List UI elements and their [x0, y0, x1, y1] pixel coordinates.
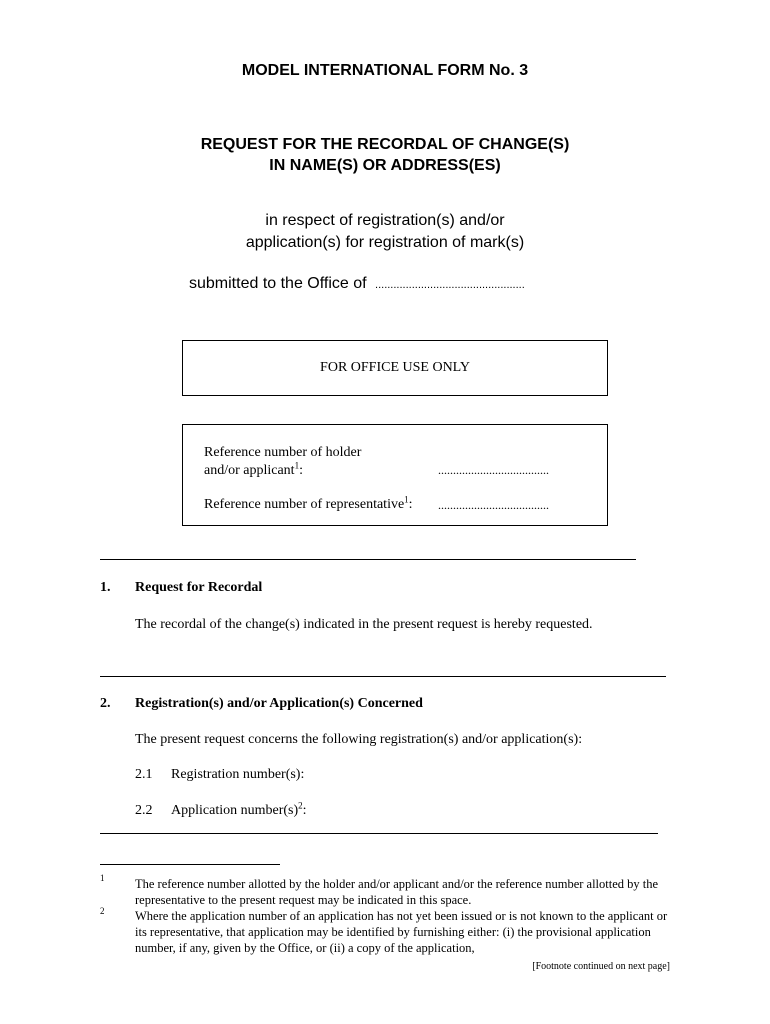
application-numbers-text: Application number(s) — [171, 803, 299, 818]
section2-body: The present request concerns the following registration(s) and/or application(s): — [135, 732, 583, 747]
ref-holder-field[interactable]: ..................................... — [438, 463, 549, 477]
ref-rep-text: Reference number of representative — [204, 497, 405, 512]
footnote-continued: [Footnote continued on next page] — [532, 961, 670, 972]
office-use-box — [182, 340, 608, 396]
section1-number: 1. — [100, 580, 111, 595]
ref-representative-label — [204, 494, 413, 513]
request-title-line1: REQUEST FOR THE RECORDAL OF CHANGE(S) — [200, 136, 570, 153]
submitted-label: submitted to the Office of — [189, 275, 367, 292]
submitted-to-office — [189, 275, 525, 293]
section2-title: Registration(s) and/or Application(s) Concerned — [135, 696, 423, 711]
respect-line2: application(s) for registration of mark(s) — [245, 234, 525, 251]
footnote-ref-2: 2 — [298, 800, 303, 811]
footnote1-mark: 1 — [100, 873, 105, 883]
application-numbers-colon: : — [302, 803, 307, 818]
item-2-1-number: 2.1 — [135, 767, 153, 782]
section1-body: The recordal of the change(s) indicated in the present request is hereby requested. — [135, 617, 593, 632]
application-numbers-label — [171, 800, 307, 819]
ref-representative-field[interactable]: ..................................... — [438, 498, 549, 512]
respect-line1: in respect of registration(s) and/or — [265, 212, 505, 229]
ref-holder-label-line2 — [204, 460, 303, 479]
footnote-separator — [100, 864, 280, 865]
ref-holder-colon: : — [299, 463, 303, 478]
request-title-line2: IN NAME(S) OR ADDRESS(ES) — [269, 157, 501, 174]
ref-holder-label-line1: Reference number of holder — [204, 445, 362, 460]
office-use-label: FOR OFFICE USE ONLY — [320, 360, 470, 375]
item-2-2-number: 2.2 — [135, 803, 153, 818]
footnote-ref-1: 1 — [294, 460, 300, 471]
footnote2-text: Where the application number of an application has not yet been issued or is not known to the applicant or its representative, that application may be identified by furnishing either: (i) the provisional application number, if any, given by the Office, or (ii) a copy of the application, — [135, 909, 668, 955]
registration-numbers-label: Registration number(s): — [171, 767, 305, 782]
footnote1-text: The reference number allotted by the holder and/or applicant and/or the reference number allotted by the representative to the present request may be indicated in this space. — [135, 877, 659, 907]
section2-number: 2. — [100, 696, 111, 711]
ref-rep-colon: : — [408, 497, 413, 512]
ref-holder-text: and/or applicant — [204, 463, 295, 478]
footnote2-mark: 2 — [100, 906, 105, 916]
divider — [100, 833, 658, 834]
section1-title: Request for Recordal — [135, 580, 263, 595]
submitted-dots-field[interactable]: ................................................. — [375, 279, 525, 291]
footnote-ref-1b: 1 — [404, 494, 409, 505]
form-title: MODEL INTERNATIONAL FORM No. 3 — [241, 62, 529, 79]
divider — [100, 676, 666, 677]
divider — [100, 559, 636, 560]
